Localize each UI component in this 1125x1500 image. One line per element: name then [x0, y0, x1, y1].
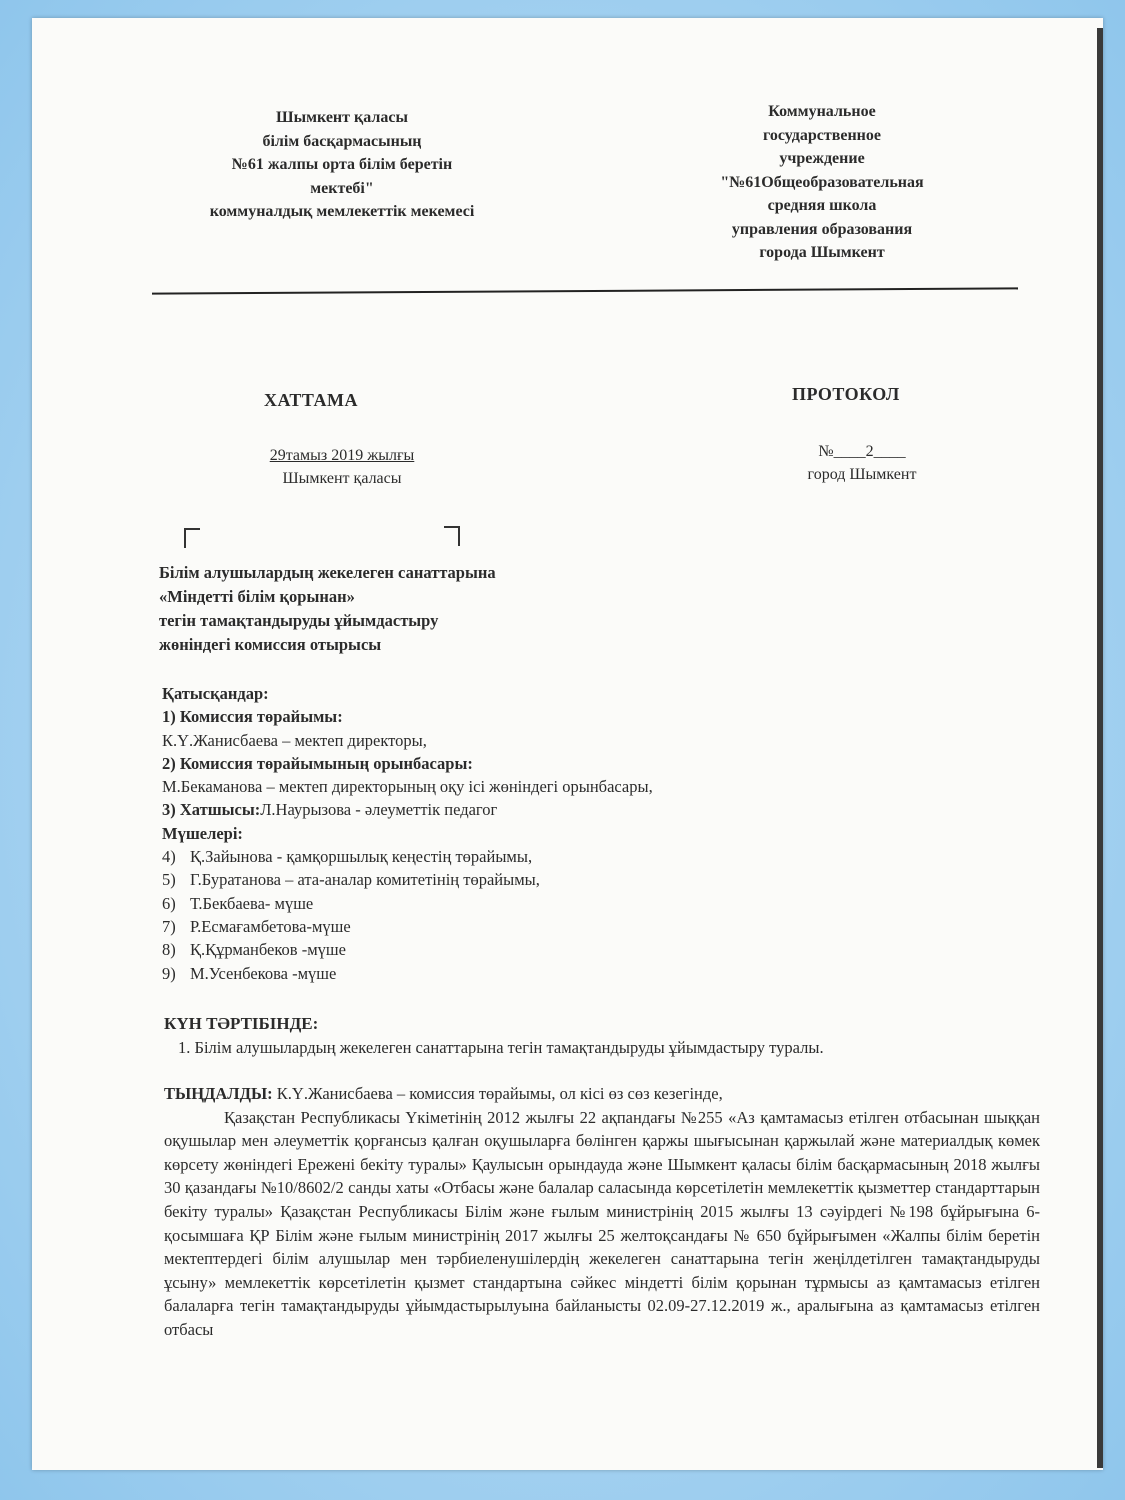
city-russian: город Шымкент	[807, 466, 917, 483]
member-number: 9)	[162, 963, 176, 983]
corner-mark-right	[444, 526, 460, 546]
header-left-line: Шымкент қаласы	[276, 109, 408, 126]
document-page	[32, 18, 1103, 1470]
header-russian	[672, 100, 972, 265]
heard-line	[164, 1082, 1040, 1106]
subject-line: тегін тамақтандыруды ұйымдастыру	[159, 611, 439, 630]
heard-paragraph: Қазақстан Республикасы Үкіметінің 2012 жылғы 22 ақпандағы №255 «Аз қамтамасыз етілген отбасынан шыққан оқушылар мен әлеуметтік қорғансыз қалған оқушыларға бөлінген қаржы шығысынан қаржылай және материалдық көмек көрсету жөніндегі Ережені бекіту туралы» Қаулысын орындауда және Шымкент қаласы білім басқармасының 2018 жылғы 30 қазандағы №10/8602/2 санды хаты «Отбасы және балалар саласында көрсетілетін мемлекеттік қызметтер стандарттарын бекіту туралы» Қазақстан Республикасы Білім және ғылым министрінің 2015 жылғы 13 сәуірдегі №198 бұйрығына 6-қосымшаға ҚР Білім және ғылым министрінің 2017 жылғы 25 желтоқсандағы № 650 бұйрығымен «Жалпы білім беретін мектептердегі білім алушылар мен тәрбиеленушілердің жекелеген санаттарына тегін жеңілдетілген тамақтандыруды ұсыну» мемлекеттік көрсетілетін қызмет стандартына сәйкес міндетті білім қорынан тұрмысы аз қамтамасыз етілген балаларға тегін тамақтандыруды ұйымдастырылуына байланысты 02.09-27.12.2019 ж., аралығына аз қамтамасыз етілген отбасы	[164, 1107, 1040, 1339]
member-number: 5)	[162, 870, 176, 890]
subject-line: Білім алушылардың жекелеген санаттарына	[159, 563, 496, 582]
members-label: Мүшелері:	[162, 823, 243, 843]
protocol-date: 29тамыз 2019 жылғы	[269, 447, 415, 464]
member-text: Қ.Зайынова - қамқоршылық кеңестің төрайымы,	[190, 847, 533, 867]
header-right-line: "№61Общеобразовательная	[720, 173, 924, 191]
header-left-line: №61 жалпы орта білім беретін	[231, 156, 453, 173]
list-item	[162, 892, 1042, 915]
participants-heading: Қатысқандар:	[162, 684, 269, 703]
heard-label: ТЫҢДАЛДЫ:	[164, 1084, 273, 1103]
list-item	[162, 962, 1042, 985]
header-right-line: города Шымкент	[759, 244, 885, 261]
title-kazakh: ХАТТАМА	[264, 390, 359, 410]
participants-block	[162, 682, 1042, 985]
header-right-line: государственное	[763, 126, 881, 144]
deputy-label: 2) Комиссия төрайымының орынбасары:	[162, 753, 473, 773]
agenda-item: 1. Білім алушылардың жекелеген санаттарына тегін тамақтандыруды ұйымдастыру туралы.	[178, 1038, 824, 1057]
header-right-line: средняя школа	[767, 197, 877, 214]
header-left-line: мектебі"	[310, 179, 374, 197]
header-right-line: управления образования	[731, 220, 913, 238]
header-kazakh	[152, 106, 532, 224]
secretary-line	[162, 798, 1042, 821]
corner-mark-left	[184, 528, 200, 548]
secretary-name: Л.Наурызова - әлеуметтік педагог	[260, 800, 498, 820]
member-text: Қ.Құрманбеков -мүше	[190, 940, 346, 960]
member-number: 6)	[162, 893, 176, 913]
members-list	[162, 845, 1042, 985]
subject-block	[159, 561, 496, 657]
heard-block	[164, 1082, 1040, 1342]
agenda-heading: КҮН ТӘРТІБІНДЕ:	[164, 1014, 319, 1033]
secretary-label: 3) Хатшысы:	[162, 800, 261, 820]
header-left-line: білім басқармасының	[262, 132, 422, 150]
header-left-line: коммуналдық мемлекеттік мекемесі	[209, 203, 475, 220]
member-text: М.Усенбекова -мүше	[190, 963, 337, 983]
list-item	[162, 938, 1042, 961]
scan-edge	[1097, 28, 1103, 1468]
header-divider	[152, 287, 1018, 294]
meta-right	[762, 440, 962, 486]
member-text: Г.Буратанова – ата-аналар комитетінің төрайымы,	[190, 870, 540, 890]
chair-label: 1) Комиссия төрайымы:	[162, 707, 343, 727]
member-number: 4)	[162, 847, 176, 867]
list-item	[162, 845, 1042, 868]
meta-left	[212, 444, 472, 490]
header-right-line: учреждение	[779, 150, 865, 167]
subject-line: жөніндегі комиссия отырысы	[159, 635, 382, 654]
member-text: Т.Бекбаева- мүше	[190, 893, 314, 913]
heard-intro: К.Ү.Жанисбаева – комиссия төрайымы, ол кісі өз сөз кезегінде,	[276, 1084, 723, 1103]
chair-name: К.Ү.Жанисбаева – мектеп директоры,	[162, 730, 427, 750]
city-kazakh: Шымкент қаласы	[282, 470, 402, 487]
title-russian: ПРОТОКОЛ	[792, 384, 900, 404]
deputy-name: М.Бекаманова – мектеп директорының оқу ісі жөніндегі орынбасары,	[162, 777, 653, 797]
member-number: 7)	[162, 916, 176, 936]
list-item	[162, 868, 1042, 891]
member-text: Р.Есмағамбетова-мүше	[190, 916, 351, 936]
subject-line: «Міндетті білім қорынан»	[159, 587, 355, 606]
member-number: 8)	[162, 940, 176, 960]
header-right-line: Коммунальное	[768, 103, 876, 120]
list-item	[162, 915, 1042, 938]
protocol-number: №____2____	[818, 443, 906, 460]
